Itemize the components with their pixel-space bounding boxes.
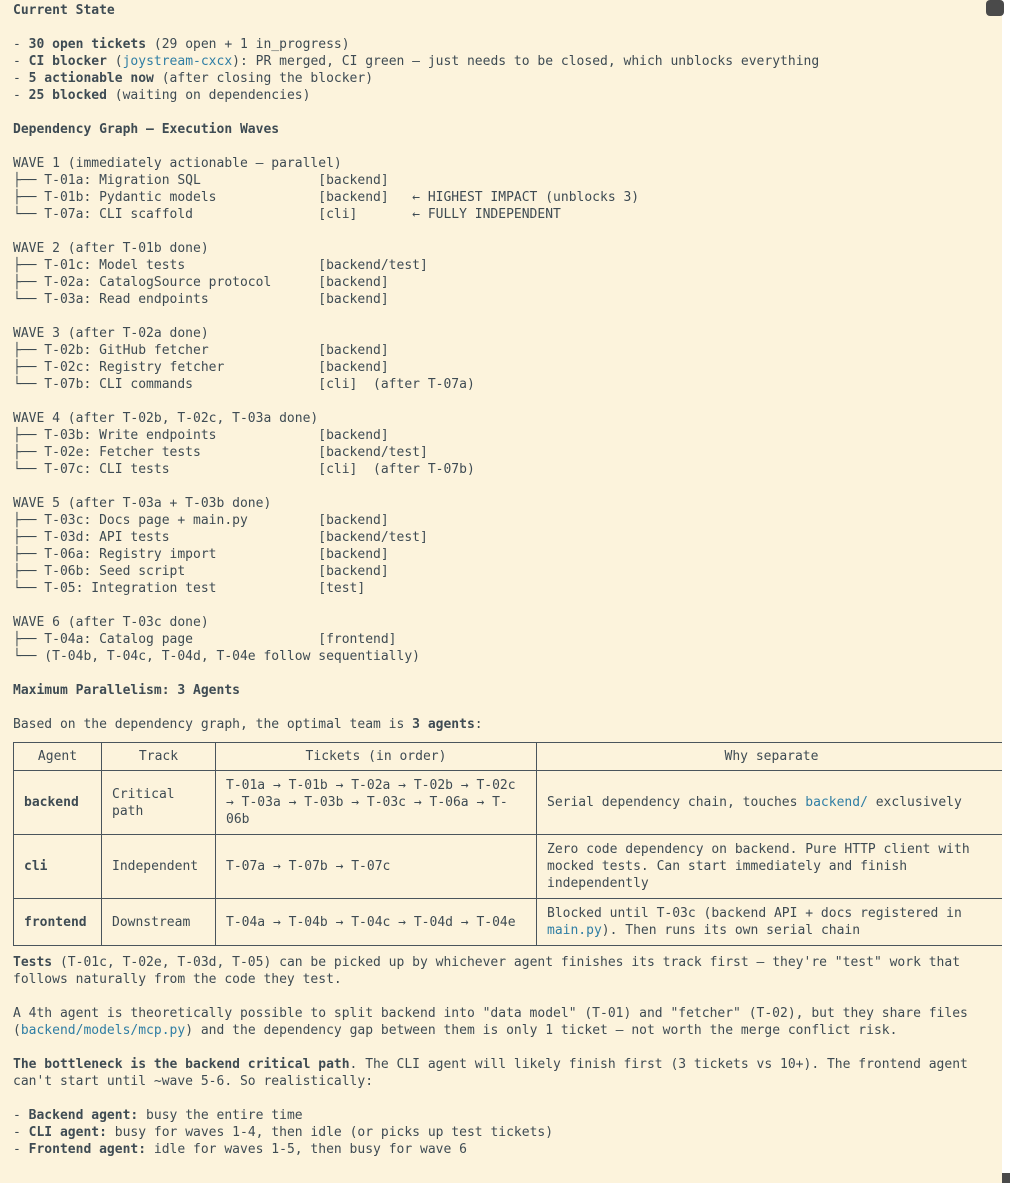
agent-name-cell: cli: [14, 835, 102, 899]
spacer: [13, 665, 997, 682]
fourth-agent-paragraph: [13, 1005, 997, 1039]
wave-3-block: [13, 325, 997, 393]
text-segment: (after closing the blocker): [153, 71, 374, 86]
state-line-blocked: [13, 87, 997, 104]
column-header-why: Why separate: [537, 743, 1007, 771]
wave-header: WAVE 6 (after T-03c done): [13, 615, 209, 630]
agent-name-cell: backend: [14, 771, 102, 835]
wave-item: ├── T-02c: Registry fetcher [backend]: [13, 360, 389, 375]
section-title-current-state: Current State: [13, 3, 115, 18]
ticket-link[interactable]: joystream-cxcx: [122, 54, 233, 69]
tickets-cell: T-07a → T-07b → T-07c: [216, 835, 537, 899]
wave-item: ├── T-01b: Pydantic models [backend] ← HIGHEST IMPACT (unblocks 3): [13, 190, 640, 205]
text-segment-bold: CLI agent:: [28, 1125, 107, 1140]
text-segment: -: [13, 88, 29, 103]
spacer: [13, 138, 997, 155]
spacer: [13, 1039, 997, 1056]
wave-header: WAVE 2 (after T-01b done): [13, 241, 209, 256]
tickets-cell: T-04a → T-04b → T-04c → T-04d → T-04e: [216, 899, 537, 946]
text-segment: A 4th agent is theoretically possible to split backend into "data model" (T-01) and "fetcher" (T-02), but they share files (: [13, 1006, 968, 1038]
code-path: backend/: [805, 795, 868, 810]
text-segment-bold: The bottleneck is the backend critical path: [13, 1057, 350, 1072]
text-segment: (T-01c, T-02e, T-03d, T-05) can be picked up by whichever agent finishes its track first — they're "test" work that follows naturally from the code they test.: [13, 955, 961, 987]
table-header-row: [14, 743, 1007, 771]
wave-item: ├── T-02e: Fetcher tests [backend/test]: [13, 445, 428, 460]
text-segment-bold: 25 blocked: [28, 88, 107, 103]
bullet-frontend-agent: [13, 1141, 997, 1158]
text-segment-bold: Frontend agent:: [28, 1142, 147, 1157]
spacer: [13, 104, 997, 121]
code-path: backend/models/mcp.py: [20, 1023, 186, 1038]
text-segment: busy the entire time: [138, 1108, 303, 1123]
spacer: [13, 478, 997, 495]
text-segment: busy for waves 1-4, then idle (or picks up test tickets): [106, 1125, 554, 1140]
scrollbar-corner: [1002, 1173, 1010, 1183]
text-segment: -: [13, 54, 29, 69]
wave-4-block: [13, 410, 997, 478]
track-cell: Independent: [102, 835, 216, 899]
column-header-tickets: Tickets (in order): [216, 743, 537, 771]
text-segment-bold: 3 agents: [412, 717, 475, 732]
wave-item: ├── T-01c: Model tests [backend/test]: [13, 258, 428, 273]
wave-item: ├── T-01a: Migration SQL [backend]: [13, 173, 389, 188]
spacer: [13, 1090, 997, 1107]
section-title-max-parallelism: Maximum Parallelism: 3 Agents: [13, 683, 240, 698]
column-header-agent: Agent: [14, 743, 102, 771]
text-segment-bold: CI blocker: [28, 54, 107, 69]
text-segment-bold: 30 open tickets: [28, 37, 147, 52]
text-segment: ) and the dependency gap between them is only 1 ticket — not worth the merge conflict risk.: [185, 1023, 898, 1038]
section-title-dependency-graph: Dependency Graph — Execution Waves: [13, 122, 280, 137]
why-cell: [537, 835, 1007, 899]
text-segment: -: [13, 37, 29, 52]
wave-header: WAVE 5 (after T-03a + T-03b done): [13, 496, 272, 511]
text-segment-bold: Backend agent:: [28, 1108, 139, 1123]
table-row-cli: [14, 835, 1007, 899]
why-cell: [537, 771, 1007, 835]
vertical-scrollbar-track[interactable]: [1002, 0, 1010, 1183]
bullet-backend-agent: [13, 1107, 997, 1124]
text-segment: (waiting on dependencies): [106, 88, 311, 103]
optimal-team-intro: [13, 716, 997, 733]
wave-item: ├── T-02a: CatalogSource protocol [backend]: [13, 275, 389, 290]
text-segment: Blocked until T-03c (backend API + docs registered in: [547, 906, 962, 921]
spacer: [13, 597, 997, 614]
wave-header: WAVE 3 (after T-02a done): [13, 326, 209, 341]
text-segment: exclusively: [867, 795, 962, 810]
text-segment: Serial dependency chain, touches: [547, 795, 806, 810]
wave-item: ├── T-03b: Write endpoints [backend]: [13, 428, 389, 443]
text-segment-bold: Tests: [13, 955, 53, 970]
agent-name-cell: frontend: [14, 899, 102, 946]
text-segment: Zero code dependency on backend. Pure HTTP client with mocked tests. Can start immediately and finish independently: [547, 842, 970, 891]
wave-item: └── (T-04b, T-04c, T-04d, T-04e follow sequentially): [13, 649, 420, 664]
tests-note-paragraph: [13, 954, 997, 988]
text-segment: . The CLI agent will likely finish first (3 tickets vs 10+). The frontend agent can't start until ~wave 5-6. So realistically:: [13, 1057, 968, 1089]
text-segment: -: [13, 1142, 29, 1157]
text-segment: (: [106, 54, 123, 69]
agents-table: [13, 742, 1007, 946]
tickets-cell: T-01a → T-01b → T-02a → T-02b → T-02c → T-03a → T-03b → T-03c → T-06a → T-06b: [216, 771, 537, 835]
wave-item: ├── T-06b: Seed script [backend]: [13, 564, 389, 579]
state-line-actionable: [13, 70, 997, 87]
text-segment: -: [13, 71, 29, 86]
track-cell: Critical path: [102, 771, 216, 835]
wave-item: ├── T-02b: GitHub fetcher [backend]: [13, 343, 389, 358]
column-header-track: Track: [102, 743, 216, 771]
bullet-cli-agent: [13, 1124, 997, 1141]
wave-item: ├── T-06a: Registry import [backend]: [13, 547, 389, 562]
text-segment: :: [474, 717, 483, 732]
wave-5-block: [13, 495, 997, 597]
text-segment: ). Then runs its own serial chain: [601, 923, 861, 938]
wave-item: └── T-07b: CLI commands [cli] (after T-07a): [13, 377, 475, 392]
vertical-scrollbar-thumb[interactable]: [986, 0, 1004, 16]
spacer: [13, 393, 997, 410]
table-row-backend: [14, 771, 1007, 835]
wave-item: └── T-07a: CLI scaffold [cli] ← FULLY INDEPENDENT: [13, 207, 561, 222]
table-row-frontend: [14, 899, 1007, 946]
text-segment: -: [13, 1125, 29, 1140]
wave-6-block: [13, 614, 997, 665]
wave-item: └── T-03a: Read endpoints [backend]: [13, 292, 389, 307]
spacer: [13, 699, 997, 716]
wave-item: └── T-07c: CLI tests [cli] (after T-07b): [13, 462, 475, 477]
spacer: [13, 223, 997, 240]
wave-header: WAVE 1 (immediately actionable — parallel): [13, 156, 342, 171]
wave-item: ├── T-04a: Catalog page [frontend]: [13, 632, 397, 647]
text-segment: (29 open + 1 in_progress): [146, 37, 350, 52]
code-path: main.py: [547, 923, 602, 938]
spacer: [13, 19, 997, 36]
spacer: [13, 988, 997, 1005]
wave-item: └── T-05: Integration test [test]: [13, 581, 366, 596]
track-cell: Downstream: [102, 899, 216, 946]
wave-header: WAVE 4 (after T-02b, T-02c, T-03a done): [13, 411, 319, 426]
text-segment-bold: 5 actionable now: [28, 71, 154, 86]
bottleneck-paragraph: [13, 1056, 997, 1090]
spacer: [13, 308, 997, 325]
why-cell: [537, 899, 1007, 946]
text-segment: Based on the dependency graph, the optimal team is: [13, 717, 413, 732]
state-line-open-tickets: [13, 36, 997, 53]
state-line-ci-blocker: [13, 53, 997, 70]
wave-item: ├── T-03d: API tests [backend/test]: [13, 530, 428, 545]
wave-2-block: [13, 240, 997, 308]
text-segment: idle for waves 1-5, then busy for wave 6: [146, 1142, 467, 1157]
text-segment: -: [13, 1108, 29, 1123]
text-segment: ): PR merged, CI green — just needs to be closed, which unblocks everything: [232, 54, 820, 69]
wave-1-block: [13, 155, 997, 223]
wave-item: ├── T-03c: Docs page + main.py [backend]: [13, 513, 389, 528]
